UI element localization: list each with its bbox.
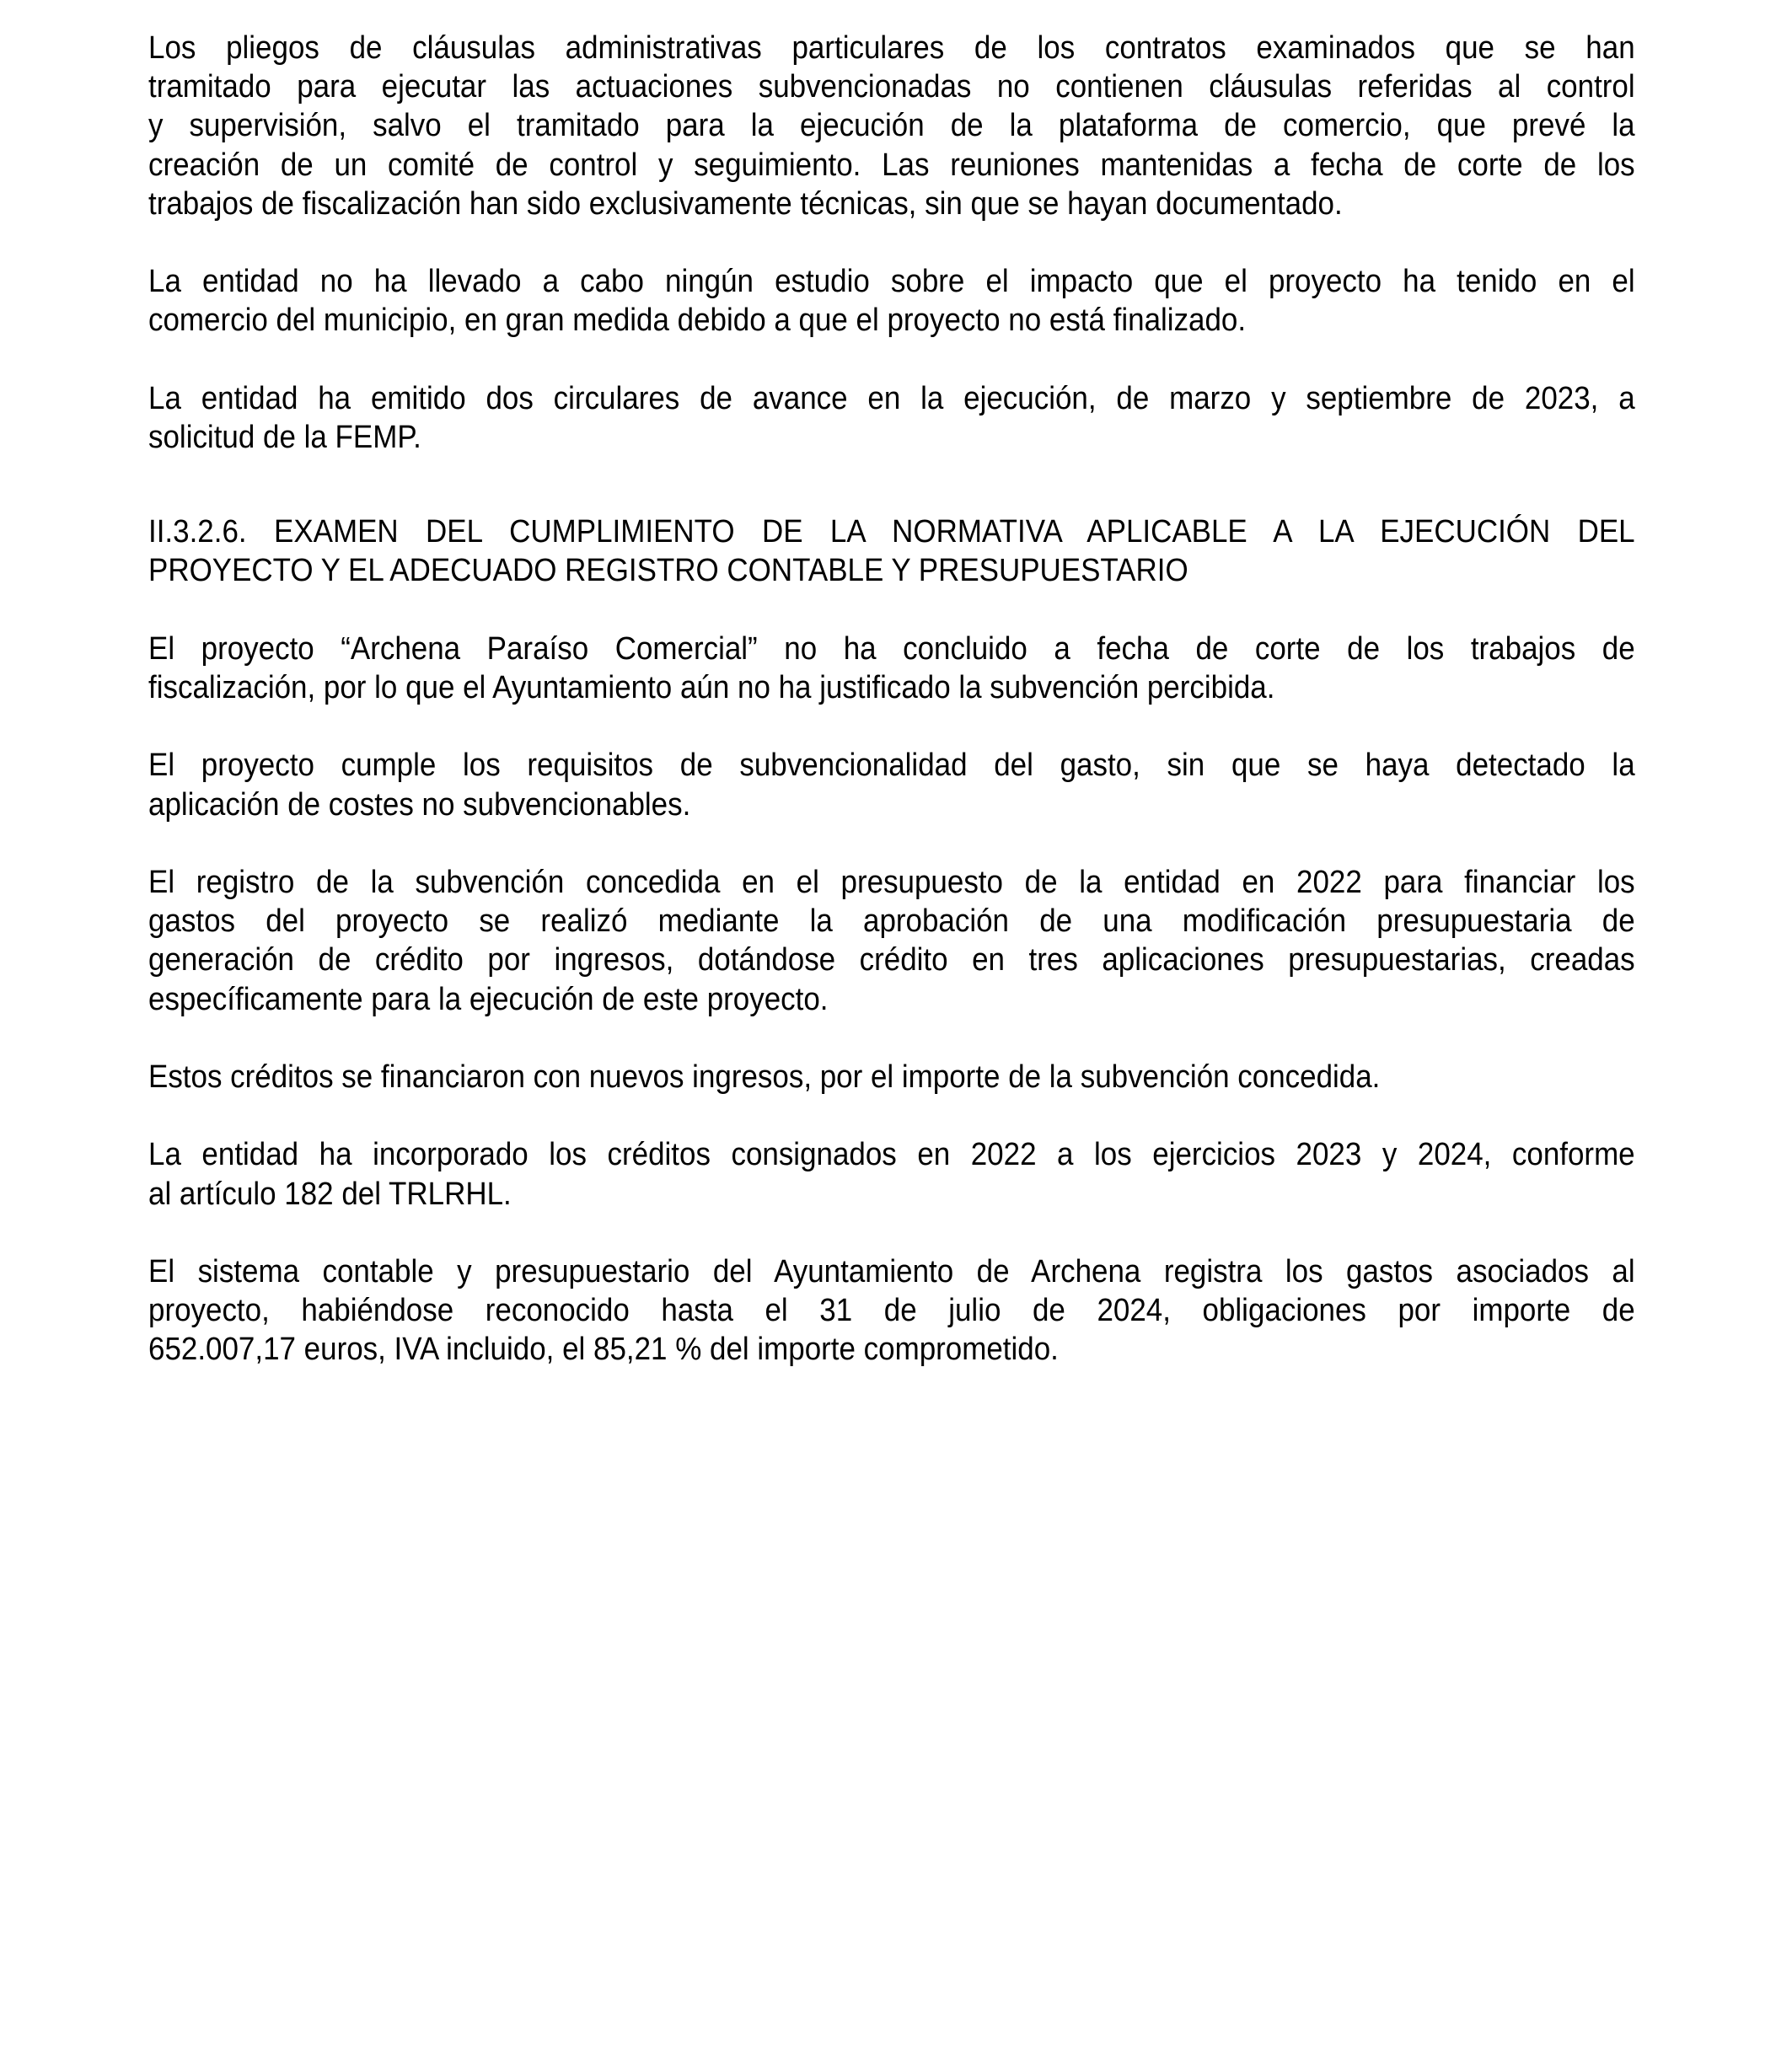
text-line: comercio del municipio, en gran medida debido a que el proyecto no está finalizado. [148, 303, 1247, 339]
paragraph [148, 1058, 1635, 1096]
text-line: El proyecto cumple los requisitos de subvencionalidad del gasto, sin que se haya detectado la [148, 748, 1635, 784]
paragraph [148, 262, 1635, 340]
text-line: proyecto, habiéndose reconocido hasta el 31 de julio de 2024, obligaciones por importe de [148, 1293, 1635, 1329]
text-line: Los pliegos de cláusulas administrativas particulares de los contratos examinados que se han [148, 30, 1635, 66]
text-line: La entidad no ha llevado a cabo ningún estudio sobre el impacto que el proyecto ha tenido en el [148, 264, 1635, 300]
text-line: tramitado para ejecutar las actuaciones subvencionadas no contienen cláusulas referidas al control [148, 69, 1635, 105]
document-body [148, 29, 1635, 1408]
paragraph [148, 379, 1635, 457]
text-line: El registro de la subvención concedida en el presupuesto de la entidad en 2022 para financiar los [148, 864, 1635, 900]
text-line: 652.007,17 euros, IVA incluido, el 85,21 % del importe comprometido. [148, 1332, 1059, 1368]
paragraph [148, 1252, 1635, 1370]
paragraph [148, 29, 1635, 223]
text-line: solicitud de la FEMP. [148, 420, 421, 455]
text-line: trabajos de fiscalización han sido exclusivamente técnicas, sin que se hayan documentado. [148, 185, 1343, 222]
text-line: El sistema contable y presupuestario del Ayuntamiento de Archena registra los gastos asociados al [148, 1253, 1635, 1289]
text-line: La entidad ha incorporado los créditos consignados en 2022 a los ejercicios 2023 y 2024, conforme [148, 1137, 1635, 1173]
text-line: Estos créditos se financiaron con nuevos ingresos, por el importe de la subvención concedida. [148, 1059, 1381, 1095]
text-line: creación de un comité de control y seguimiento. Las reuniones mantenidas a fecha de corte de los [148, 147, 1635, 183]
text-line: y supervisión, salvo el tramitado para la ejecución de la plataforma de comercio, que prevé la [148, 108, 1635, 144]
text-line: específicamente para la ejecución de este proyecto. [148, 981, 829, 1017]
text-line: al artículo 182 del TRLRHL. [148, 1176, 512, 1212]
paragraph [148, 630, 1635, 707]
paragraph [148, 1135, 1635, 1213]
text-line: aplicación de costes no subvencionables. [148, 786, 691, 823]
section-heading [148, 512, 1635, 590]
text-line: PROYECTO Y EL ADECUADO REGISTRO CONTABLE Y PRESUPUESTARIO [148, 553, 1188, 589]
text-line: El proyecto “Archena Paraíso Comercial” no ha concluido a fecha de corte de los trabajos de [148, 630, 1635, 667]
text-line: generación de crédito por ingresos, dotándose crédito en tres aplicaciones presupuestarias, creadas [148, 942, 1635, 978]
text-line: gastos del proyecto se realizó mediante la aprobación de una modificación presupuestaria de [148, 903, 1635, 940]
text-line: II.3.2.6. EXAMEN DEL CUMPLIMIENTO DE LA NORMATIVA APLICABLE A LA EJECUCIÓN DEL [148, 514, 1635, 550]
paragraph [148, 746, 1635, 823]
paragraph [148, 863, 1635, 1019]
text-line: fiscalización, por lo que el Ayuntamiento aún no ha justificado la subvención percibida. [148, 670, 1275, 705]
text-line: La entidad ha emitido dos circulares de avance en la ejecución, de marzo y septiembre de 2023, a [148, 380, 1635, 416]
